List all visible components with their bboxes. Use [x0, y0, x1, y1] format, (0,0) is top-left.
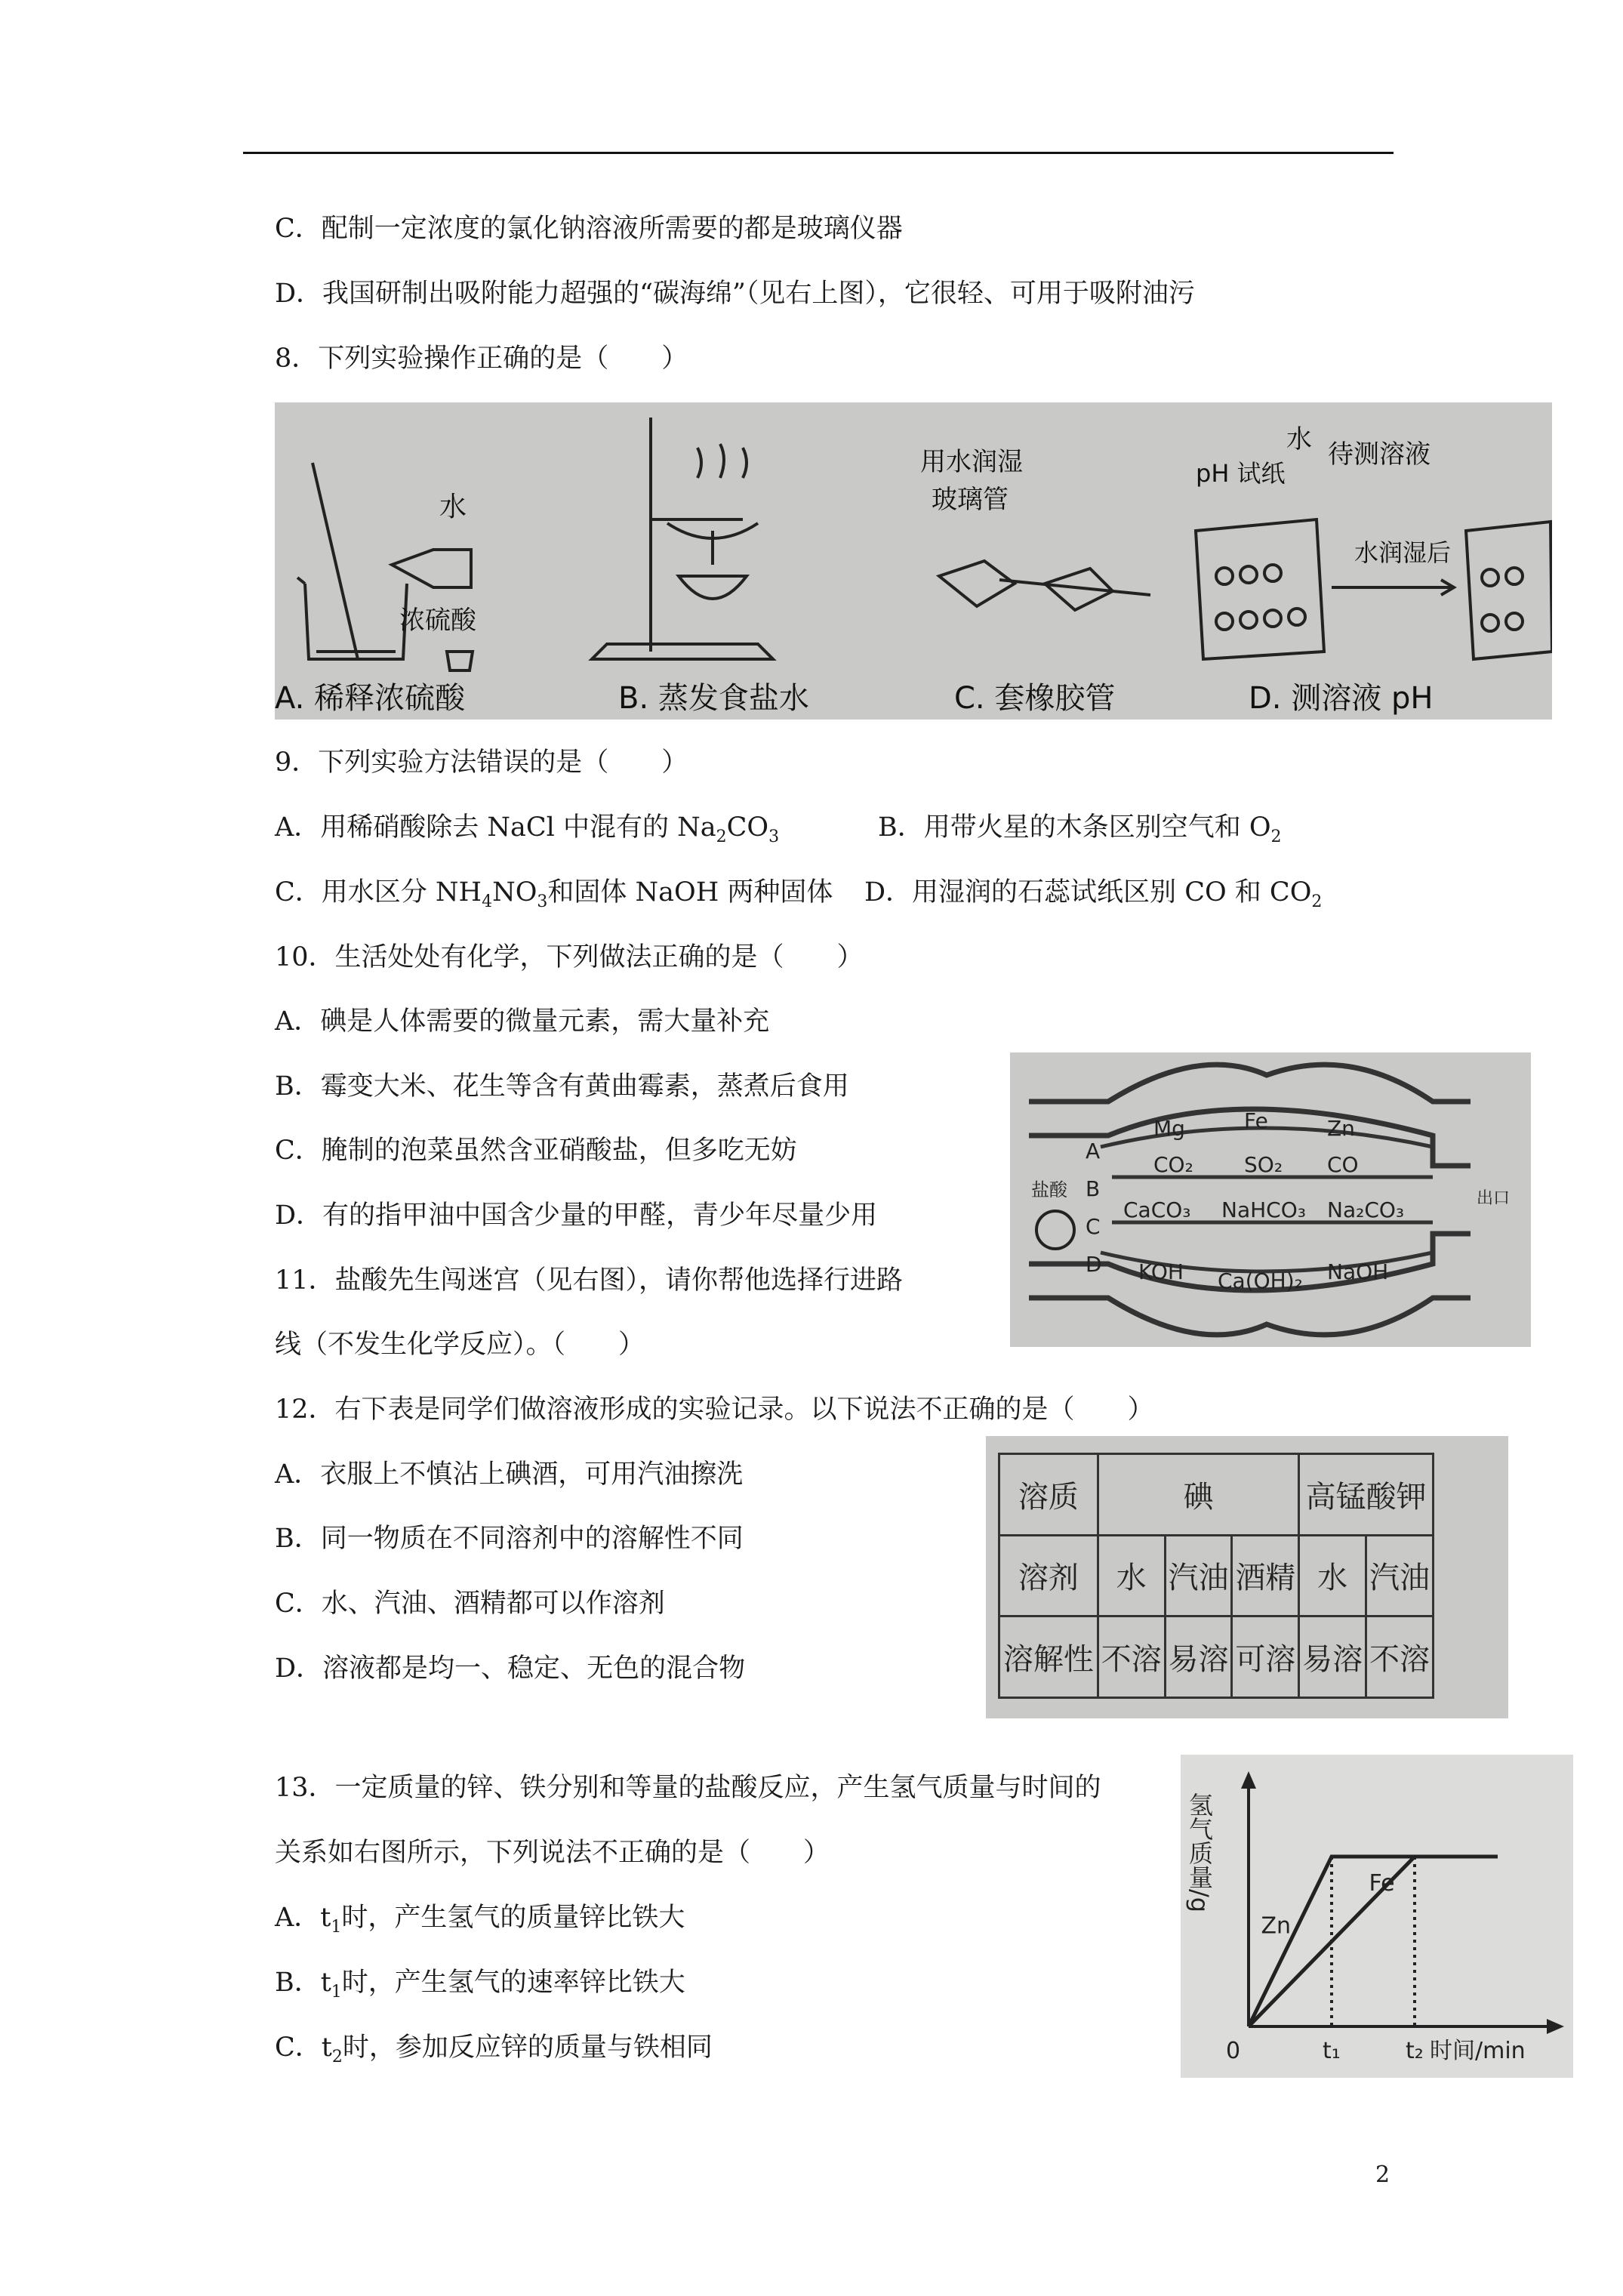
q13-option-b: B．$t_1$时，产生氢气的速率锌比铁大	[275, 1968, 685, 2002]
x-tick-label: t₂	[1406, 2038, 1424, 2064]
x-axis-label: 时间/min	[1430, 2038, 1526, 2064]
series-label-fe: Fe	[1369, 1870, 1395, 1897]
q8d-water-label: 水	[1286, 424, 1312, 455]
q8-caption-a: A. 稀释浓硫酸	[275, 681, 466, 716]
q10-option-c: C．腌制的泡菜虽然含亚硝酸盐，但多吃无妨	[275, 1136, 797, 1166]
hydrogen-chart-figure	[1181, 1755, 1573, 2078]
route-c-item-3: Na₂CO₃	[1327, 1197, 1405, 1222]
q13-option-c: C．$t_2$时，参加反应锌的质量与铁相同	[275, 2032, 713, 2066]
solubility-table-figure	[986, 1436, 1508, 1718]
q9-option-b: B．用带火星的木条区别空气和 $O_2$	[878, 812, 1282, 846]
table-cell: 高锰酸钾	[1299, 1454, 1434, 1536]
route-a-item-1: Mg	[1153, 1116, 1185, 1141]
q10-option-b: B．霉变大米、花生等含有黄曲霉素，蒸煮后食用	[275, 1071, 849, 1102]
question-13-line-1: 13．一定质量的锌、铁分别和等量的盐酸反应，产生氢气质量与时间的	[275, 1773, 1101, 1803]
question-10: 10．生活处处有化学，下列做法正确的是（ ）	[275, 942, 864, 972]
q8c-label-2: 玻璃管	[932, 485, 1009, 515]
q8d-after-wet: 水润湿后	[1354, 538, 1452, 567]
table-cell: 水	[1098, 1535, 1165, 1616]
q12-option-c: C．水、汽油、酒精都可以作溶剂	[275, 1589, 665, 1619]
table-cell: 易溶	[1165, 1616, 1232, 1698]
maze-figure	[1010, 1052, 1531, 1347]
x-tick-label: t₁	[1323, 2038, 1341, 2064]
q9-option-c: C．用水区分 $NH_4NO_3$和固体 NaOH 两种固体	[275, 877, 833, 911]
q13-option-a: A．$t_1$时，产生氢气的质量锌比铁大	[275, 1903, 685, 1937]
route-d-item-1: KOH	[1138, 1259, 1184, 1284]
question-9: 9．下列实验方法错误的是（ ）	[275, 747, 688, 778]
table-cell: 不溶	[1366, 1616, 1434, 1698]
q8-caption-d: D. 测溶液 pH	[1249, 681, 1434, 716]
page-number: 2	[1375, 2162, 1390, 2188]
maze-hcl-label: 盐酸	[1031, 1179, 1067, 1200]
q12-option-a: A．衣服上不慎沾上碘酒，可用汽油擦洗	[275, 1459, 744, 1490]
table-cell: 溶解性	[999, 1616, 1098, 1698]
q9-option-a: A．用稀硝酸除去 NaCl 中混有的 $Na_2CO_3$	[275, 812, 780, 846]
q10-option-d: D．有的指甲油中国含少量的甲醛，青少年尽量少用	[275, 1200, 878, 1231]
solubility-table	[998, 1453, 1434, 1699]
route-b-item-2: SO₂	[1244, 1152, 1283, 1177]
route-a-item-2: Fe	[1244, 1108, 1268, 1133]
question-8: 8．下列实验操作正确的是（ ）	[275, 344, 688, 374]
route-b-label: B	[1086, 1176, 1101, 1201]
q9-option-d: D．用湿润的石蕊试纸区别 CO 和 $CO_2$	[864, 877, 1323, 911]
table-row	[999, 1454, 1434, 1536]
x-tick-label: 0	[1226, 2038, 1241, 2064]
q12-option-d: D．溶液都是均一、稳定、无色的混合物	[275, 1653, 746, 1684]
header-rule	[243, 152, 1394, 154]
route-a-item-3: Zn	[1327, 1116, 1355, 1141]
route-c-item-1: CaCO₃	[1123, 1197, 1191, 1222]
maze-exit-label: 出口	[1477, 1189, 1511, 1208]
route-d-label: D	[1086, 1252, 1102, 1277]
table-cell: 水	[1299, 1535, 1366, 1616]
table-cell: 溶质	[999, 1454, 1098, 1536]
q7-option-d: D．我国研制出吸附能力超强的“碳海绵”（见右上图），它很轻、可用于吸附油污	[275, 279, 1195, 309]
question-13-line-2: 关系如右图所示，下列说法不正确的是（ ）	[275, 1838, 830, 1868]
q8-figure	[275, 402, 1552, 720]
q8-caption-c: C. 套橡胶管	[954, 681, 1116, 716]
q8-caption-b: B. 蒸发食盐水	[618, 681, 809, 716]
route-c-label: C	[1086, 1214, 1101, 1239]
q8a-water-label: 水	[439, 492, 467, 522]
route-b-item-3: CO	[1327, 1152, 1359, 1177]
table-row	[999, 1616, 1434, 1698]
table-cell: 不溶	[1098, 1616, 1165, 1698]
table-cell: 酒精	[1232, 1535, 1299, 1616]
table-row	[999, 1535, 1434, 1616]
question-11-line-2: 线（不发生化学反应）。（ ）	[275, 1330, 645, 1360]
series-label-zn: Zn	[1261, 1912, 1292, 1940]
route-d-item-2: Ca(OH)₂	[1218, 1268, 1303, 1293]
question-12: 12．右下表是同学们做溶液形成的实验记录。以下说法不正确的是（ ）	[275, 1395, 1154, 1425]
q12-option-b: B．同一物质在不同溶剂中的溶解性不同	[275, 1524, 744, 1554]
route-d-item-3: NaOH	[1327, 1259, 1389, 1284]
question-11-line-1: 11．盐酸先生闯迷宫（见右图），请你帮他选择行进路	[275, 1265, 904, 1296]
q7-option-c: C．配制一定浓度的氯化钠溶液所需要的都是玻璃仪器	[275, 214, 903, 244]
table-cell: 可溶	[1232, 1616, 1299, 1698]
table-cell: 汽油	[1366, 1535, 1434, 1616]
table-cell: 易溶	[1299, 1616, 1366, 1698]
q10-option-a: A．碘是人体需要的微量元素，需大量补充	[275, 1006, 770, 1037]
q8a-acid-label: 浓硫酸	[399, 606, 476, 636]
q8d-ph-label: pH 试纸	[1196, 459, 1286, 488]
route-a-label: A	[1086, 1139, 1101, 1163]
table-cell: 溶剂	[999, 1535, 1098, 1616]
table-cell: 汽油	[1165, 1535, 1232, 1616]
q8c-label-1: 用水润湿	[920, 447, 1023, 477]
q8d-sample-label: 待测溶液	[1328, 439, 1431, 470]
route-b-item-1: CO₂	[1153, 1152, 1193, 1177]
table-cell: 碘	[1098, 1454, 1299, 1536]
y-axis-label: 氢气质量/g	[1185, 1792, 1214, 1913]
route-c-item-2: NaHCO₃	[1221, 1197, 1306, 1222]
